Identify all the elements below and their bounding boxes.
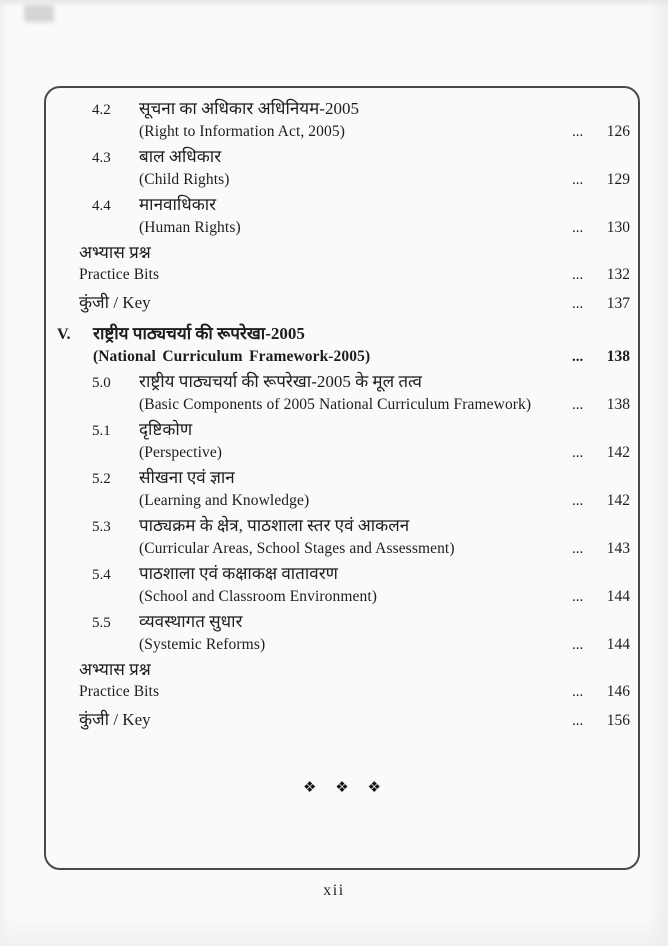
- entry-number: 4.3: [92, 150, 111, 166]
- entry-number: 5.2: [92, 471, 111, 487]
- toc-entry: [46, 515, 638, 560]
- dot-leader: ...: [572, 267, 584, 283]
- scan-artifact: [24, 5, 54, 22]
- toc-line: [46, 709, 638, 732]
- entry-hindi: दृष्टिकोण: [139, 420, 193, 439]
- toc-box: [44, 86, 640, 870]
- toc-line: [46, 169, 638, 191]
- entry-english: (Perspective): [139, 444, 223, 461]
- end-ornament: ❖ ❖ ❖: [303, 778, 381, 796]
- dot-leader: ...: [572, 637, 584, 653]
- toc-line: [46, 323, 638, 346]
- toc-line: [46, 467, 638, 490]
- chapter-number: V.: [57, 326, 71, 343]
- entry-number: 5.4: [92, 567, 111, 583]
- toc-line: [46, 121, 638, 143]
- entry-english: (Child Rights): [139, 171, 230, 188]
- dot-leader: ...: [572, 684, 584, 700]
- entry-english: (Basic Components of 2005 National Curriculum Framework): [139, 396, 532, 413]
- toc-line: [46, 659, 638, 681]
- dot-leader: ...: [572, 349, 584, 365]
- toc-entry: [46, 98, 638, 143]
- dot-leader: ...: [572, 445, 584, 461]
- toc-line: [46, 98, 638, 121]
- entry-number: 5.5: [92, 615, 111, 631]
- page-number-footer: xii: [323, 882, 345, 899]
- page-ref: 138: [606, 348, 630, 365]
- page-ref: 142: [606, 444, 630, 461]
- dot-leader: ...: [572, 124, 584, 140]
- entry-number: 5.0: [92, 375, 111, 391]
- toc-line: [46, 563, 638, 586]
- dot-leader: ...: [572, 397, 584, 413]
- toc-entry: [46, 146, 638, 191]
- entry-hindi: पाठशाला एवं कक्षाकक्ष वातावरण: [139, 564, 338, 583]
- toc-line: [46, 394, 638, 416]
- entry-number: 5.3: [92, 519, 111, 535]
- entry-english: (National Curriculum Framework-2005): [93, 348, 371, 365]
- entry-english: Practice Bits: [79, 266, 160, 283]
- toc-line: [46, 611, 638, 634]
- entry-hindi: सीखना एवं ज्ञान: [139, 468, 235, 487]
- dot-leader: ...: [572, 220, 584, 236]
- toc-line: [46, 146, 638, 169]
- toc-line: [46, 194, 638, 217]
- entry-label: कुंजी / Key: [79, 710, 151, 729]
- toc-line: [46, 586, 638, 608]
- toc-entry: [46, 371, 638, 416]
- entry-label: कुंजी / Key: [79, 293, 151, 312]
- dot-leader: ...: [572, 589, 584, 605]
- toc-line: [46, 346, 638, 368]
- page-ref: 132: [606, 266, 630, 283]
- toc-entry: [46, 292, 638, 315]
- page-ref: 156: [606, 712, 630, 729]
- entry-hindi: पाठ्यक्रम के क्षेत्र, पाठशाला स्तर एवं आकलन: [139, 516, 410, 535]
- toc-line: [46, 634, 638, 656]
- entry-english: Practice Bits: [79, 683, 160, 700]
- entry-hindi: अभ्यास प्रश्न: [79, 243, 151, 262]
- toc-line: [46, 490, 638, 512]
- toc-entry: [46, 467, 638, 512]
- entry-english: (Systemic Reforms): [139, 636, 266, 653]
- toc-line: [46, 292, 638, 315]
- page-ref: 130: [606, 219, 630, 236]
- entry-hindi: राष्ट्रीय पाठ्यचर्या की रूपरेखा-2005 के मूल तत्व: [139, 372, 422, 391]
- page-ref: 142: [606, 492, 630, 509]
- entry-hindi: व्यवस्थागत सुधार: [139, 612, 243, 631]
- page-ref: 144: [606, 636, 630, 653]
- entry-english: (Human Rights): [139, 219, 241, 236]
- toc-line: [46, 217, 638, 239]
- toc-line: [46, 442, 638, 464]
- toc-entry: [46, 709, 638, 732]
- toc-entries: [46, 98, 638, 732]
- dot-leader: ...: [572, 541, 584, 557]
- entry-hindi: राष्ट्रीय पाठ्यचर्या की रूपरेखा-2005: [93, 324, 305, 343]
- toc-line: [46, 371, 638, 394]
- toc-entry: [46, 611, 638, 656]
- entry-english: (Right to Information Act, 2005): [139, 123, 345, 140]
- toc-entry: [46, 659, 638, 703]
- entry-hindi: बाल अधिकार: [139, 147, 222, 166]
- toc-line: [46, 264, 638, 286]
- page-ref: 137: [606, 295, 630, 312]
- dot-leader: ...: [572, 713, 584, 729]
- entry-number: 5.1: [92, 423, 111, 439]
- toc-entry: [46, 563, 638, 608]
- dot-leader: ...: [572, 296, 584, 312]
- page-ref: 143: [606, 540, 630, 557]
- page-ref: 129: [606, 171, 630, 188]
- page-ref: 146: [606, 683, 630, 700]
- toc-line: [46, 538, 638, 560]
- entry-number: 4.2: [92, 102, 111, 118]
- entry-hindi: सूचना का अधिकार अधिनियम-2005: [139, 99, 359, 118]
- entry-hindi: मानवाधिकार: [139, 195, 217, 214]
- entry-english: (School and Classroom Environment): [139, 588, 378, 605]
- toc-line: [46, 515, 638, 538]
- dot-leader: ...: [572, 172, 584, 188]
- page-ref: 138: [606, 396, 630, 413]
- entry-hindi: अभ्यास प्रश्न: [79, 660, 151, 679]
- page-ref: 126: [606, 123, 630, 140]
- entry-english: (Curricular Areas, School Stages and Assessment): [139, 540, 455, 557]
- dot-leader: ...: [572, 493, 584, 509]
- toc-line: [46, 681, 638, 703]
- toc-line: [46, 419, 638, 442]
- toc-entry: [46, 194, 638, 239]
- toc-entry: [46, 242, 638, 286]
- toc-entry: [46, 419, 638, 464]
- toc-line: [46, 242, 638, 264]
- toc-entry: [46, 323, 638, 368]
- entry-english: (Learning and Knowledge): [139, 492, 310, 509]
- page-ref: 144: [606, 588, 630, 605]
- entry-number: 4.4: [92, 198, 111, 214]
